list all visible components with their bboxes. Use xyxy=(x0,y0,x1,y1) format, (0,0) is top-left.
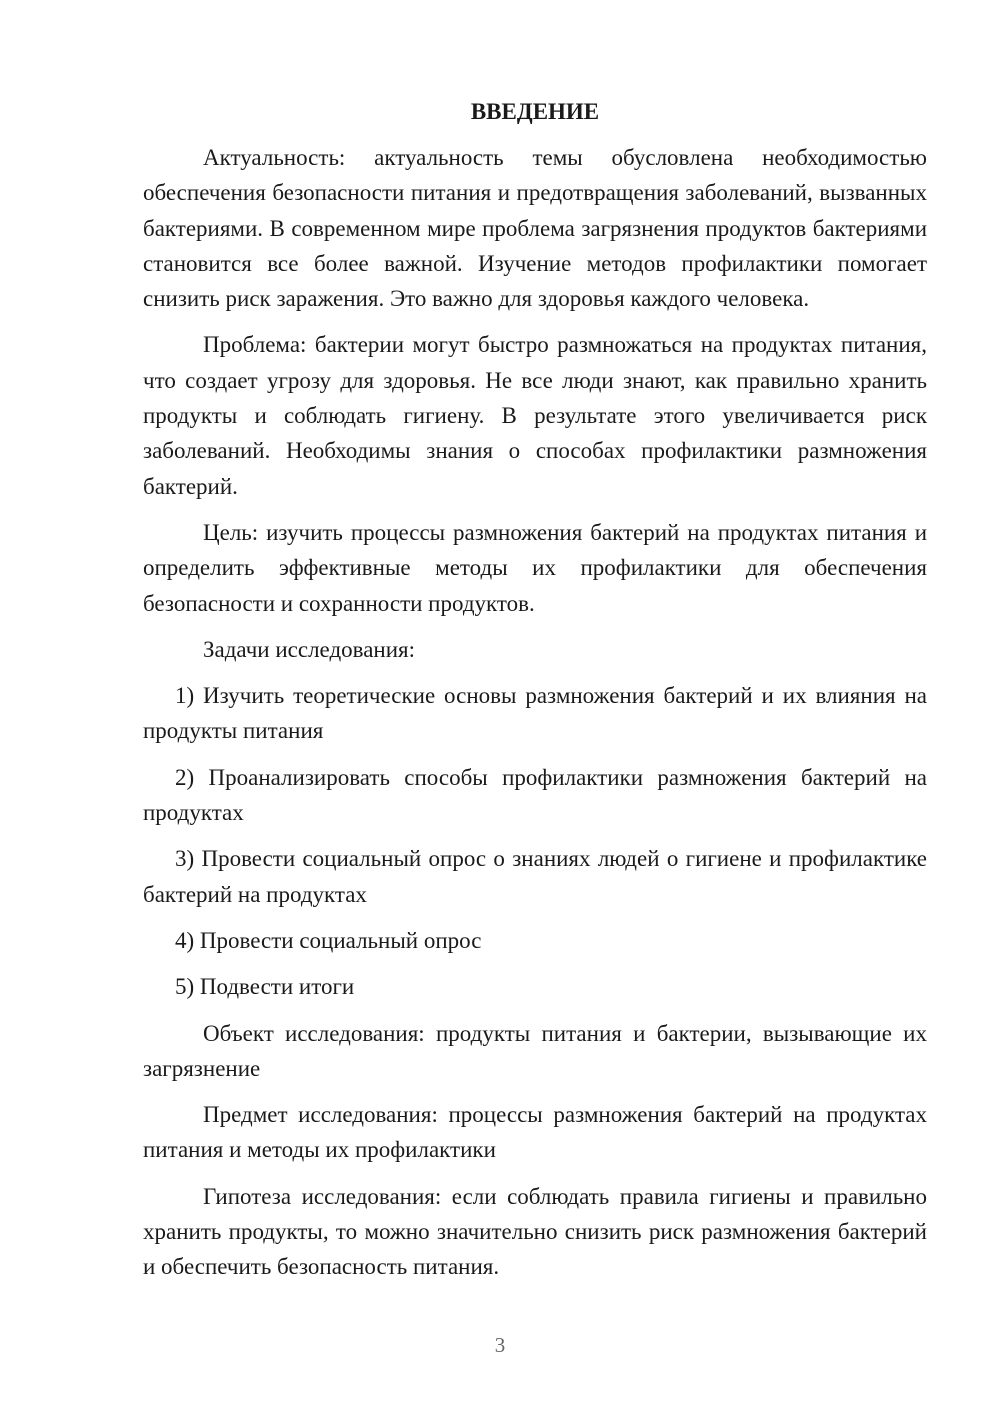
relevance-paragraph: Актуальность: актуальность темы обусловлена необходимостью обеспечения безопасности питания и предотвращения заболеваний, вызванных бактериями. В современном мире проблема загрязнения продуктов бактериями становится все более важной. Изучение методов профилактики помогает снизить риск заражения. Это важно для здоровья каждого человека. xyxy=(143,145,927,312)
task-item-5: 5) Подвести итоги xyxy=(175,974,355,1000)
task-item-1: 1) Изучить теоретические основы размножения бактерий и их влияния на продукты питания xyxy=(143,683,927,744)
problem-paragraph: Проблема: бактерии могут быстро размножаться на продуктах питания, что создает угрозу для здоровья. Не все люди знают, как правильно хранить продукты и соблюдать гигиену. В результате этого увеличивается риск заболеваний. Необходимы знания о способах профилактики размножения бактерий. xyxy=(143,332,927,499)
subject-paragraph: Предмет исследования: процессы размножения бактерий на продуктах питания и методы их профилактики xyxy=(143,1102,927,1163)
object-paragraph: Объект исследования: продукты питания и бактерии, вызывающие их загрязнение xyxy=(143,1020,927,1081)
goal-paragraph: Цель: изучить процессы размножения бактерий на продуктах питания и определить эффективные методы их профилактики для обеспечения безопасности и сохранности продуктов. xyxy=(143,519,927,616)
hypothesis-paragraph: Гипотеза исследования: если соблюдать правила гигиены и правильно хранить продукты, то можно значительно снизить риск размножения бактерий и обеспечить безопасность питания. xyxy=(143,1183,927,1280)
task-item-3: 3) Провести социальный опрос о знаниях людей о гигиене и профилактике бактерий на продуктах xyxy=(143,846,927,907)
task-item-2: 2) Проанализировать способы профилактики размножения бактерий на продуктах xyxy=(143,764,927,826)
page-content xyxy=(143,94,927,1296)
tasks-heading: Задачи исследования: xyxy=(203,636,416,662)
section-title: ВВЕДЕНИЕ xyxy=(470,99,600,124)
page-number: 3 xyxy=(494,1333,506,1357)
task-item-4: 4) Провести социальный опрос xyxy=(175,927,482,953)
